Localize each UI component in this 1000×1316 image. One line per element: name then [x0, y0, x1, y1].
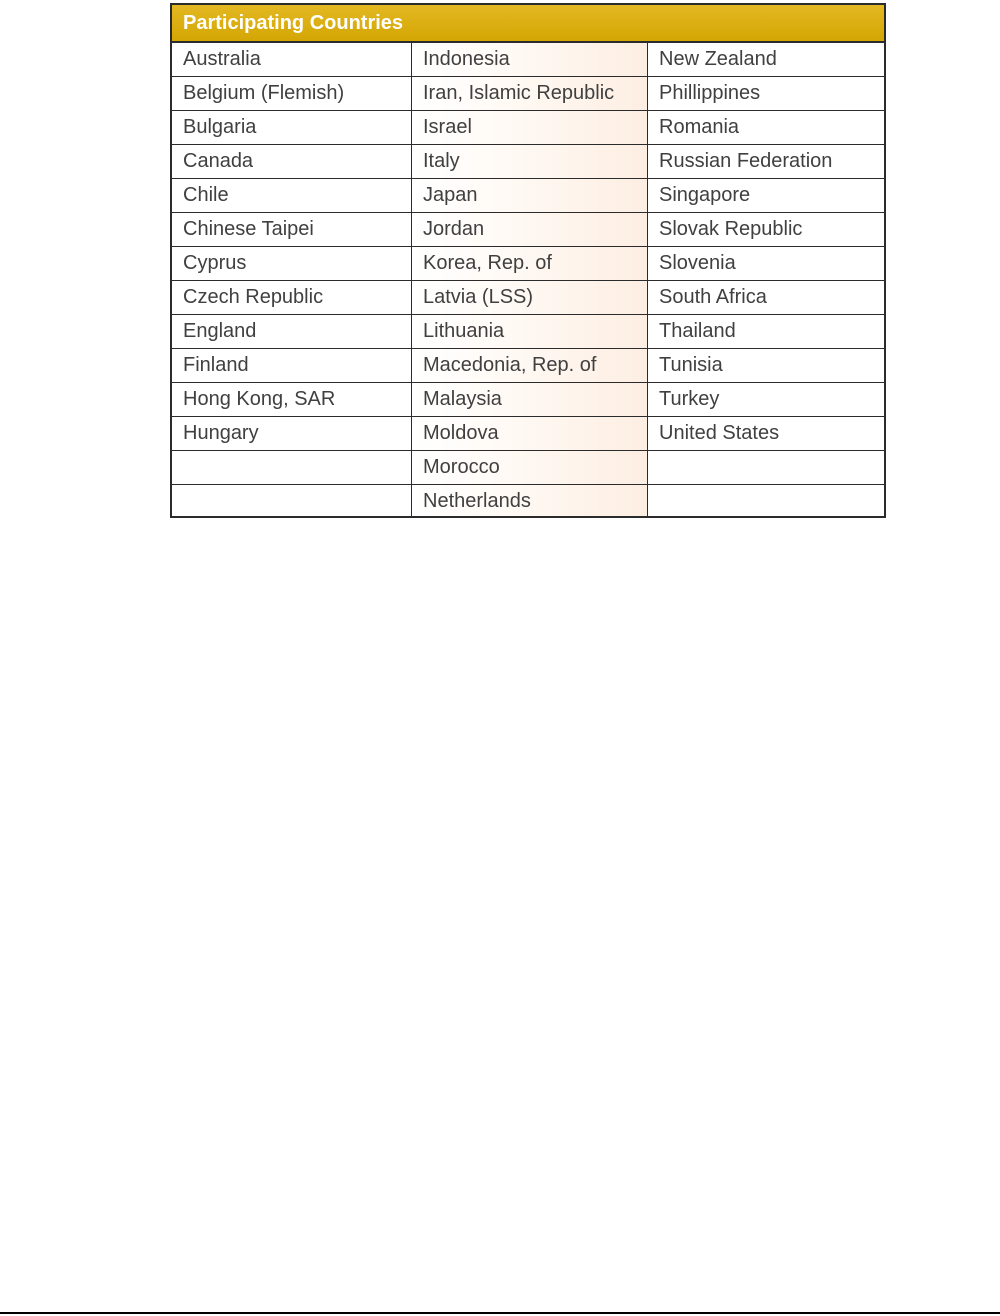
table-row — [172, 111, 884, 145]
table-cell: Italy — [412, 145, 648, 178]
table-cell — [172, 485, 412, 516]
table-cell: Chile — [172, 179, 412, 212]
table-cell: Singapore — [648, 179, 884, 212]
table-cell: Israel — [412, 111, 648, 144]
table-cell: Japan — [412, 179, 648, 212]
table-cell — [648, 451, 884, 484]
table-row — [172, 281, 884, 315]
table-row — [172, 451, 884, 485]
table-cell: Cyprus — [172, 247, 412, 280]
table-cell: South Africa — [648, 281, 884, 314]
table-cell: Slovenia — [648, 247, 884, 280]
table-cell: Romania — [648, 111, 884, 144]
table-cell: Phillippines — [648, 77, 884, 110]
table-cell — [172, 451, 412, 484]
table-cell: New Zealand — [648, 43, 884, 76]
table-cell: Turkey — [648, 383, 884, 416]
table-cell: United States — [648, 417, 884, 450]
table-cell: Hong Kong, SAR — [172, 383, 412, 416]
table-cell: Latvia (LSS) — [412, 281, 648, 314]
table-cell: Russian Federation — [648, 145, 884, 178]
table-row — [172, 213, 884, 247]
table-cell: Bulgaria — [172, 111, 412, 144]
table-cell: Korea, Rep. of — [412, 247, 648, 280]
table-cell: Finland — [172, 349, 412, 382]
table-row — [172, 179, 884, 213]
table-row — [172, 417, 884, 451]
table-row — [172, 485, 884, 516]
table-title: Participating Countries — [172, 5, 884, 43]
table-cell: England — [172, 315, 412, 348]
table-cell: Jordan — [412, 213, 648, 246]
table-row — [172, 43, 884, 77]
table-cell: Czech Republic — [172, 281, 412, 314]
table-row — [172, 145, 884, 179]
table-cell: Macedonia, Rep. of — [412, 349, 648, 382]
table-row — [172, 315, 884, 349]
table-cell: Morocco — [412, 451, 648, 484]
table-cell: Chinese Taipei — [172, 213, 412, 246]
table-cell: Belgium (Flemish) — [172, 77, 412, 110]
table-row — [172, 349, 884, 383]
table-cell: Malaysia — [412, 383, 648, 416]
table-cell: Iran, Islamic Republic — [412, 77, 648, 110]
page-footer-rule — [0, 1312, 1000, 1314]
table-cell: Indonesia — [412, 43, 648, 76]
table-cell: Tunisia — [648, 349, 884, 382]
table-cell: Netherlands — [412, 485, 648, 516]
table-cell: Hungary — [172, 417, 412, 450]
table-cell — [648, 485, 884, 516]
table-row — [172, 247, 884, 281]
table-cell: Lithuania — [412, 315, 648, 348]
table-row — [172, 77, 884, 111]
table-row — [172, 383, 884, 417]
table-cell: Thailand — [648, 315, 884, 348]
table-cell: Canada — [172, 145, 412, 178]
participating-countries-table — [170, 3, 886, 518]
table-cell: Australia — [172, 43, 412, 76]
table-cell: Moldova — [412, 417, 648, 450]
table-cell: Slovak Republic — [648, 213, 884, 246]
